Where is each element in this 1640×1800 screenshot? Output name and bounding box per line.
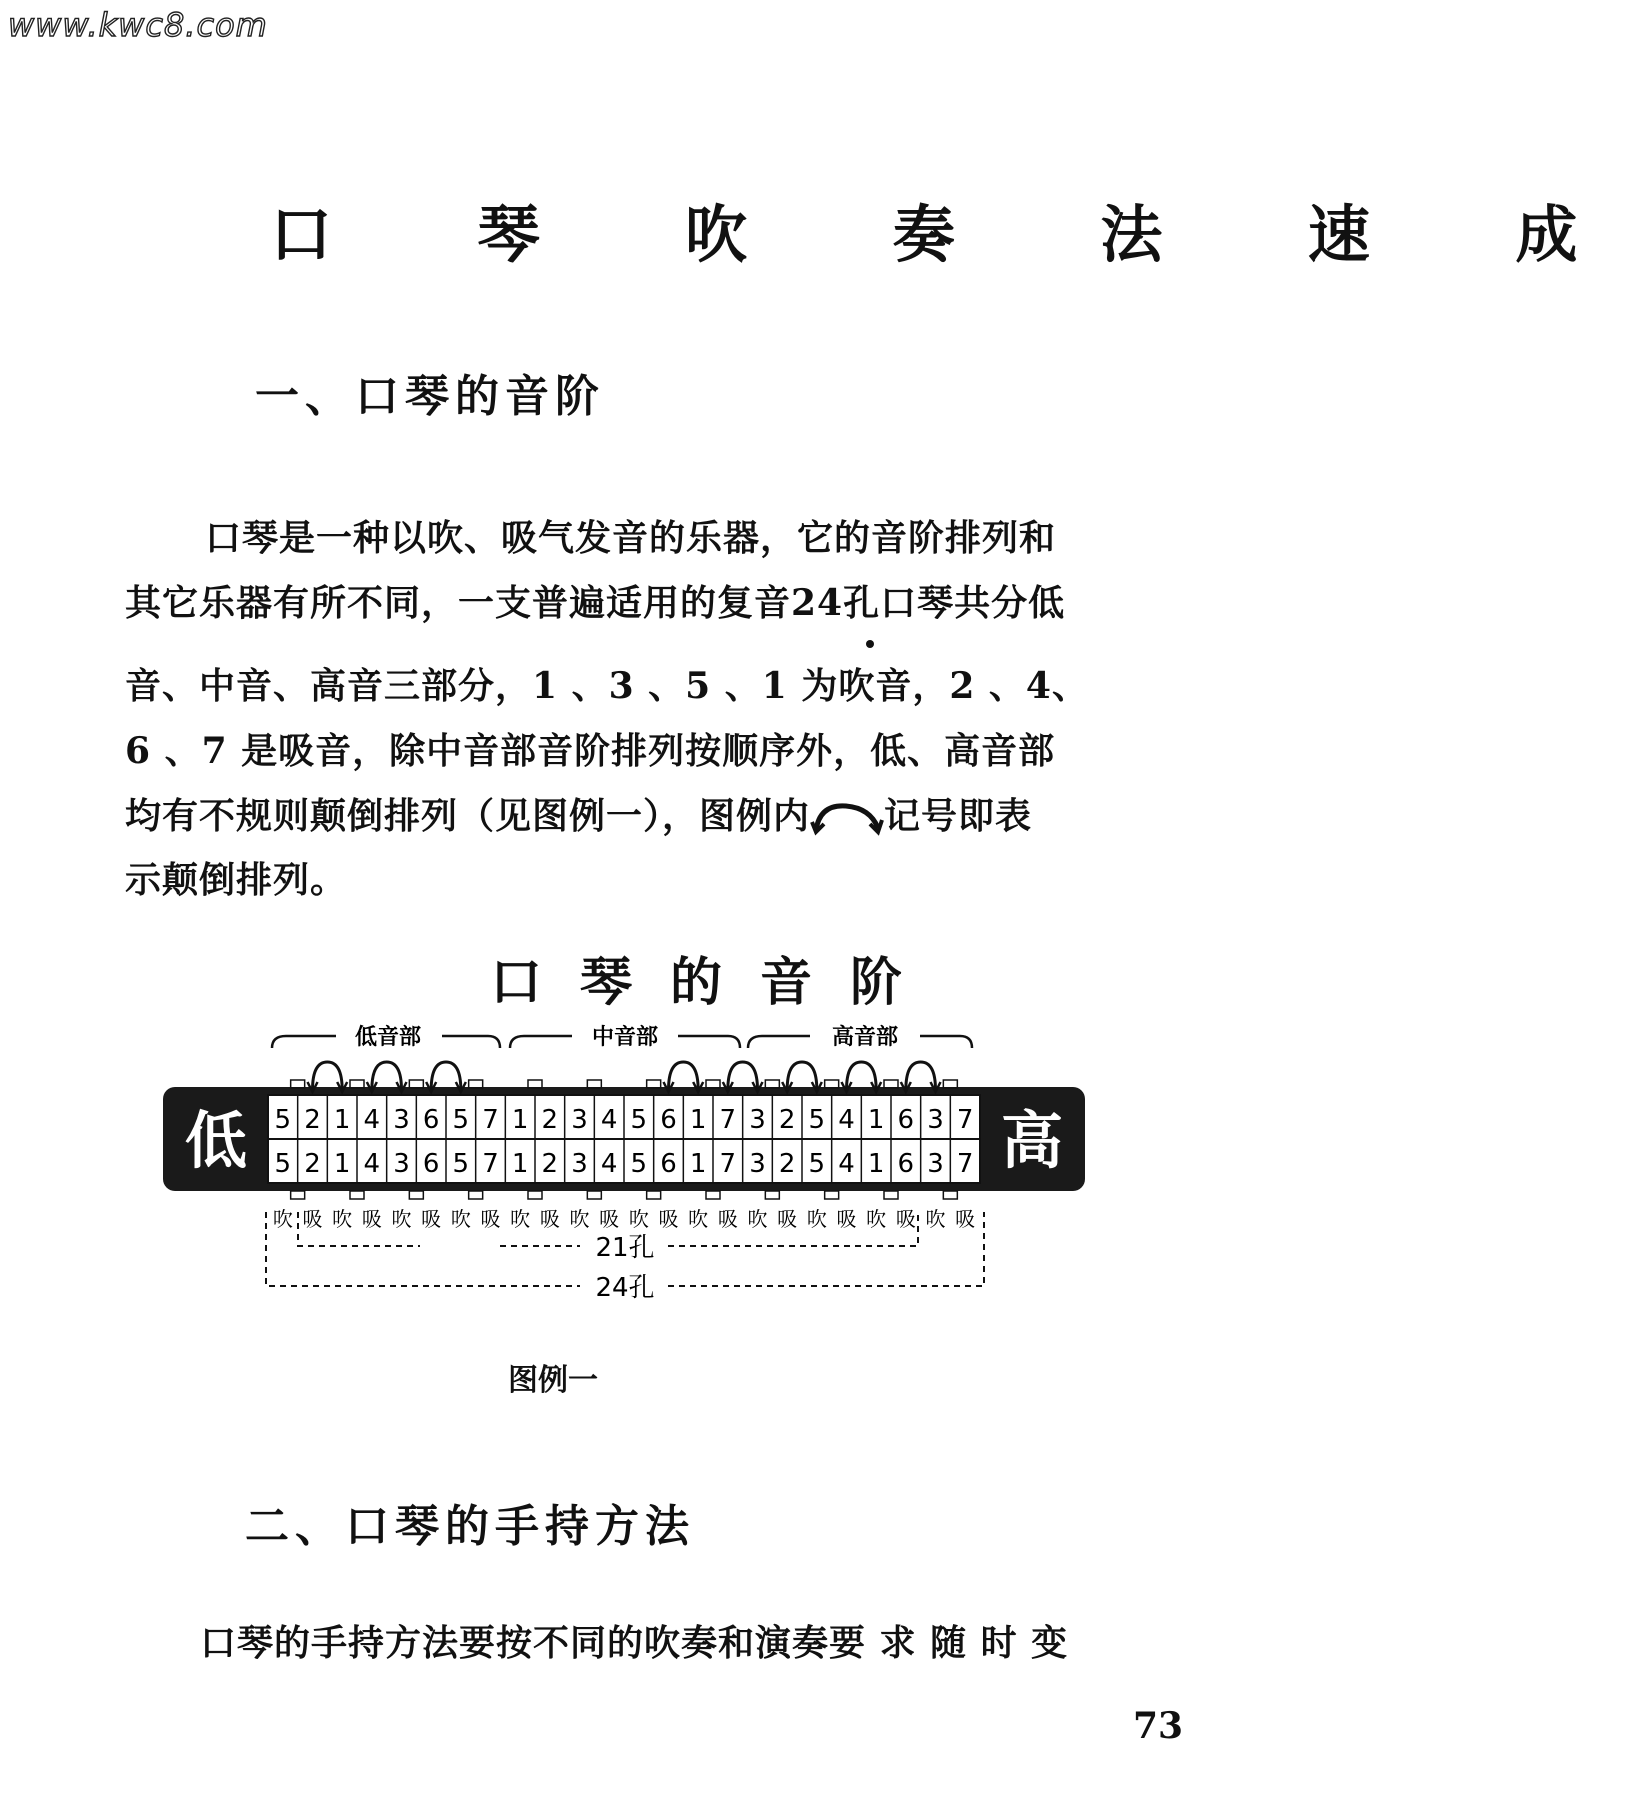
note-top: 3 <box>393 1105 410 1135</box>
reed-tab <box>765 1080 779 1088</box>
note-top: 2 <box>541 1105 559 1135</box>
section-heading-scale: 一、口琴的音阶 <box>255 371 605 422</box>
reed-tab <box>706 1080 720 1088</box>
note-bottom: 7 <box>482 1149 499 1179</box>
breath-label: 吹 <box>510 1207 531 1231</box>
note-bottom: 1 <box>333 1149 351 1179</box>
reed-tab <box>825 1080 839 1088</box>
breath-label: 吹 <box>628 1207 649 1231</box>
figure-title: 口琴的音阶 <box>490 953 941 1013</box>
span-21-label: 21孔 <box>595 1233 655 1263</box>
note-top: 5 <box>630 1105 648 1135</box>
breath-label: 吹 <box>332 1207 353 1231</box>
label-low: 低 <box>184 1104 248 1177</box>
note-bottom: 6 <box>897 1149 915 1179</box>
breath-label: 吸 <box>539 1207 560 1231</box>
reed-tab <box>528 1080 542 1088</box>
label-high: 高 <box>1000 1104 1064 1177</box>
note-top: 1 <box>511 1105 529 1135</box>
note-top: 6 <box>422 1105 440 1135</box>
reed-tab <box>706 1191 720 1199</box>
reed-tab <box>587 1080 601 1088</box>
reed-tab <box>409 1191 423 1199</box>
breath-label: 吸 <box>836 1207 857 1231</box>
note-top: 5 <box>452 1105 470 1135</box>
note-top: 7 <box>719 1105 737 1135</box>
note-bottom: 1 <box>511 1149 529 1179</box>
breath-label: 吸 <box>955 1207 976 1231</box>
note-bottom: 2 <box>541 1149 559 1179</box>
reed-tab <box>469 1191 483 1199</box>
section-label-low: 低音部 <box>354 1025 422 1050</box>
breath-labels <box>273 1207 975 1231</box>
reed-tab <box>647 1191 661 1199</box>
reed-tab <box>943 1080 957 1088</box>
note-bottom: 4 <box>838 1149 855 1179</box>
breath-label: 吹 <box>925 1207 946 1231</box>
paragraph-line: 音、中音、高音三部分，1 、3 、5 、1 为吹音，2 、4、 <box>125 665 1089 707</box>
note-top: 6 <box>660 1105 677 1135</box>
reed-tab <box>765 1191 779 1199</box>
breath-label: 吹 <box>747 1207 768 1231</box>
page-number: 73 <box>1133 1705 1184 1747</box>
note-top: 5 <box>274 1105 292 1135</box>
paragraph-line: 口琴是一种以吹、吸气发音的乐器，它的音阶排列和 <box>205 517 1057 559</box>
breath-label: 吸 <box>658 1207 679 1231</box>
breath-label: 吸 <box>777 1207 798 1231</box>
breath-label: 吹 <box>688 1207 709 1231</box>
note-top: 4 <box>600 1105 618 1135</box>
paragraph-line: 其它乐器有所不同，一支普遍适用的复音24孔口琴共分低 <box>125 582 1066 624</box>
figure-caption: 图例一 <box>508 1363 598 1398</box>
breath-label: 吹 <box>391 1207 412 1231</box>
note-bottom: 3 <box>927 1149 944 1179</box>
note-top: 1 <box>333 1105 351 1135</box>
breath-label: 吸 <box>480 1207 501 1231</box>
note-top: 3 <box>571 1105 588 1135</box>
reed-tab <box>350 1080 364 1088</box>
reed-tab <box>469 1080 483 1088</box>
note-bottom: 5 <box>630 1149 648 1179</box>
span-24-label: 24孔 <box>595 1273 655 1303</box>
breath-label: 吹 <box>569 1207 590 1231</box>
note-bottom: 3 <box>393 1149 410 1179</box>
breath-label: 吹 <box>272 1207 293 1231</box>
reed-tab <box>528 1191 542 1199</box>
reed-tab <box>587 1191 601 1199</box>
reed-tab <box>884 1080 898 1088</box>
note-bottom: 5 <box>274 1149 292 1179</box>
reed-tab <box>884 1191 898 1199</box>
page-title: 口 琴 吹 奏 法 速 成 <box>270 198 1640 271</box>
paragraph-line: 口琴的手持方法要按不同的吹奏和演奏要 求 随 时 变 <box>200 1622 1069 1664</box>
reed-tab <box>350 1191 364 1199</box>
breath-label: 吸 <box>302 1207 323 1231</box>
note-bottom: 6 <box>660 1149 677 1179</box>
note-bottom: 7 <box>956 1149 974 1179</box>
note-bottom: 2 <box>778 1149 796 1179</box>
note-bottom: 1 <box>689 1149 707 1179</box>
note-top: 4 <box>363 1105 381 1135</box>
note-bottom: 1 <box>867 1149 885 1179</box>
breath-label: 吹 <box>450 1207 471 1231</box>
breath-label: 吹 <box>806 1207 827 1231</box>
section-heading-holding: 二、口琴的手持方法 <box>245 1501 695 1552</box>
note-top: 5 <box>808 1105 826 1135</box>
breath-label: 吸 <box>361 1207 382 1231</box>
note-top: 6 <box>897 1105 915 1135</box>
section-brackets <box>272 1024 972 1050</box>
reed-tab <box>291 1191 305 1199</box>
note-top: 3 <box>927 1105 944 1135</box>
note-top: 2 <box>304 1105 321 1135</box>
reed-tab <box>825 1191 839 1199</box>
paragraph-line-text: 均有不规则颠倒排列（见图例一），图例内 <box>125 795 811 837</box>
note-bottom: 4 <box>600 1149 618 1179</box>
section-label-high: 高音部 <box>831 1025 899 1050</box>
note-top: 1 <box>689 1105 707 1135</box>
paragraph-line: 6 、7 是吸音，除中音部音阶排列按顺序外，低、高音部 <box>125 730 1056 772</box>
breath-label: 吸 <box>717 1207 738 1231</box>
note-bottom: 3 <box>571 1149 588 1179</box>
note-top: 7 <box>956 1105 974 1135</box>
breath-label: 吸 <box>421 1207 442 1231</box>
note-top: 3 <box>749 1105 766 1135</box>
note-bottom: 5 <box>808 1149 826 1179</box>
paragraph-line-tail: 记号即表 <box>884 795 1033 837</box>
breath-label: 吸 <box>599 1207 620 1231</box>
note-top: 4 <box>838 1105 855 1135</box>
note-bottom: 5 <box>452 1149 470 1179</box>
note-bottom: 2 <box>304 1149 321 1179</box>
breath-label: 吸 <box>895 1207 916 1231</box>
note-top: 7 <box>482 1105 499 1135</box>
reed-tab <box>409 1080 423 1088</box>
reed-tab <box>291 1080 305 1088</box>
note-bottom: 4 <box>363 1149 381 1179</box>
reed-tab <box>943 1191 957 1199</box>
note-bottom: 3 <box>749 1149 766 1179</box>
breath-label: 吹 <box>866 1207 887 1231</box>
note-bottom: 6 <box>422 1149 440 1179</box>
watermark: www.kwc8.com <box>8 6 268 44</box>
section-label-mid: 中音部 <box>591 1025 659 1050</box>
note-top: 1 <box>867 1105 885 1135</box>
reed-tab <box>647 1080 661 1088</box>
note-bottom: 7 <box>719 1149 737 1179</box>
paragraph-line: 示颠倒排列。 <box>125 859 348 901</box>
note-top: 2 <box>778 1105 796 1135</box>
